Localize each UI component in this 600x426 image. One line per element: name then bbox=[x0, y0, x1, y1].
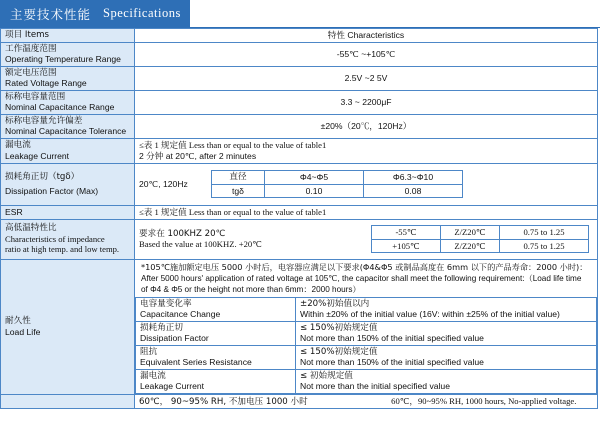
cap-range-en: Nominal Capacitance Range bbox=[5, 102, 115, 112]
ll-esr-v2: Not more than 150% of the initial specified value bbox=[300, 357, 484, 367]
row-cap-tolerance bbox=[1, 114, 598, 138]
load-life-table bbox=[135, 297, 597, 394]
ll-cap-v2: Within ±20% of the initial value (16V: within ±25% of the initial value) bbox=[300, 309, 560, 319]
shelf-right: 60℃，90~95% RH, 1000 hours, No-applied voltage. bbox=[391, 395, 577, 406]
ll-leak-v1: ≤ 初始规定值 bbox=[300, 370, 353, 381]
df-col-label: 直径 bbox=[212, 171, 265, 185]
row-load-life bbox=[1, 259, 598, 394]
df-col-a: Φ4~Φ5 bbox=[265, 171, 364, 185]
section-title-en: Specifications bbox=[103, 6, 181, 20]
row-rated-voltage bbox=[1, 66, 598, 90]
imp-t2: +105℃ bbox=[372, 239, 441, 253]
op-temp-en: Operating Temperature Range bbox=[5, 54, 121, 64]
row-esr bbox=[1, 205, 598, 219]
ll-df-v2: Not more than 150% of the initial specified value bbox=[300, 333, 484, 343]
df-col-b: Φ6.3~Φ10 bbox=[364, 171, 463, 185]
leakage-cn: 漏电流 bbox=[5, 140, 31, 150]
ll-df-en: Dissipation Factor bbox=[140, 333, 209, 343]
ll-leak-v2: Not more than the initial specified value bbox=[300, 381, 450, 391]
cap-tol-cn: 标称电容量允许偏差 bbox=[5, 115, 83, 126]
imp-r2: 0.75 to 1.25 bbox=[500, 239, 589, 253]
df-cn: 损耗角正切（tgδ） bbox=[5, 171, 80, 182]
ll-cap-v1: ±20%初始值以内 bbox=[300, 298, 370, 309]
imp-z1: Z/Z20℃ bbox=[441, 226, 500, 240]
df-en: Dissipation Factor (Max) bbox=[5, 186, 99, 196]
op-temp-value: -55℃ ~+105℃ bbox=[135, 42, 598, 66]
section-title-cn: 主要技术性能 bbox=[10, 6, 92, 22]
imp-t1: -55℃ bbox=[372, 226, 441, 240]
cap-tol-value: ±20%（20℃，120Hz） bbox=[135, 114, 598, 138]
ll-cap-cn: 电容量变化率 bbox=[140, 298, 192, 309]
imp-r1: 0.75 to 1.25 bbox=[500, 226, 589, 240]
ll-row-df bbox=[136, 321, 597, 345]
leakage-line2: 2 分钟 at 20℃, after 2 minutes bbox=[139, 150, 257, 161]
rated-voltage-cn: 额定电压范围 bbox=[5, 67, 57, 78]
imp-req2: Based the value at 100KHZ. +20℃ bbox=[139, 239, 262, 249]
df-val-b: 0.08 bbox=[364, 184, 463, 198]
section-title bbox=[0, 0, 190, 27]
ll-leak-cn: 漏电流 bbox=[140, 370, 166, 381]
ll-esr-cn: 阻抗 bbox=[140, 346, 158, 357]
row-impedance bbox=[1, 219, 598, 259]
df-val-a: 0.10 bbox=[265, 184, 364, 198]
op-temp-cn: 工作温度范围 bbox=[5, 43, 57, 54]
load-life-en: Load Life bbox=[5, 326, 41, 337]
row-operating-temp bbox=[1, 42, 598, 66]
imp-req1: 要求在 100KHZ 20℃ bbox=[139, 228, 226, 239]
imp-table bbox=[371, 225, 589, 253]
cap-tol-en: Nominal Capacitance Tolerance bbox=[5, 126, 127, 136]
df-condition: 20℃, 120Hz bbox=[139, 178, 188, 189]
ll-esr-en: Equivalent Series Resistance bbox=[140, 357, 252, 367]
rated-voltage-en: Rated Voltage Range bbox=[5, 78, 87, 88]
items-header-label: 项目 Items bbox=[1, 29, 135, 43]
ll-cap-en: Capacitance Change bbox=[140, 309, 221, 319]
cap-range-cn: 标称电容量范围 bbox=[5, 91, 66, 102]
ll-row-cap bbox=[136, 297, 597, 321]
imp-z2: Z/Z20℃ bbox=[441, 239, 500, 253]
esr-label: ESR bbox=[1, 205, 135, 219]
cap-range-value: 3.3 ~ 2200μF bbox=[135, 90, 598, 114]
load-life-desc2: After 5000 hours' application of rated voltage at 105℃, the capacitor shall meet the following requirement:（Load life time bbox=[141, 273, 582, 283]
leakage-line1: ≤表 1 规定值 Less than or equal to the value of table1 bbox=[139, 140, 327, 150]
load-life-desc3: of Φ4 & Φ5 or the height not more than 6mm：2000 hours） bbox=[141, 284, 361, 294]
ll-df-v1: ≤ 150%初始规定值 bbox=[300, 322, 378, 333]
rated-voltage-value: 2.5V ~2 5V bbox=[135, 66, 598, 90]
shelf-label bbox=[1, 394, 135, 409]
ll-leak-en: Leakage Current bbox=[140, 381, 205, 391]
imp-en1: Characteristics of impedance bbox=[5, 233, 105, 244]
ll-df-cn: 损耗角正切 bbox=[140, 322, 183, 333]
row-leakage bbox=[1, 138, 598, 163]
imp-cn: 高低温特性比 bbox=[5, 223, 57, 234]
row-dissipation bbox=[1, 163, 598, 205]
load-life-desc1: *105℃施加额定电压 5000 小时后，电容器应满足以下要求(Φ4&Φ5 或制品高度在 6mm 以下的产品寿命：2000 小时)： bbox=[141, 261, 588, 272]
imp-en2: ratio at high temp. and low temp. bbox=[5, 244, 120, 255]
ll-row-leakage bbox=[136, 369, 597, 393]
esr-value: ≤表 1 规定值 Less than or equal to the value of table1 bbox=[135, 205, 598, 219]
df-table bbox=[211, 170, 463, 198]
df-row-label: tgδ bbox=[212, 184, 265, 198]
row-cap-range bbox=[1, 90, 598, 114]
items-header-row bbox=[1, 29, 598, 43]
load-life-cn: 耐久性 bbox=[5, 316, 31, 326]
ll-row-esr bbox=[136, 345, 597, 369]
spec-table bbox=[0, 28, 598, 409]
shelf-left: 60℃， 90~95% RH, 不加电压 1000 小时 bbox=[139, 396, 308, 407]
items-header-value: 特性 Characteristics bbox=[135, 29, 598, 43]
ll-esr-v1: ≤ 150%初始规定值 bbox=[300, 346, 378, 357]
row-shelf-life bbox=[1, 394, 598, 409]
leakage-en: Leakage Current bbox=[5, 150, 70, 161]
